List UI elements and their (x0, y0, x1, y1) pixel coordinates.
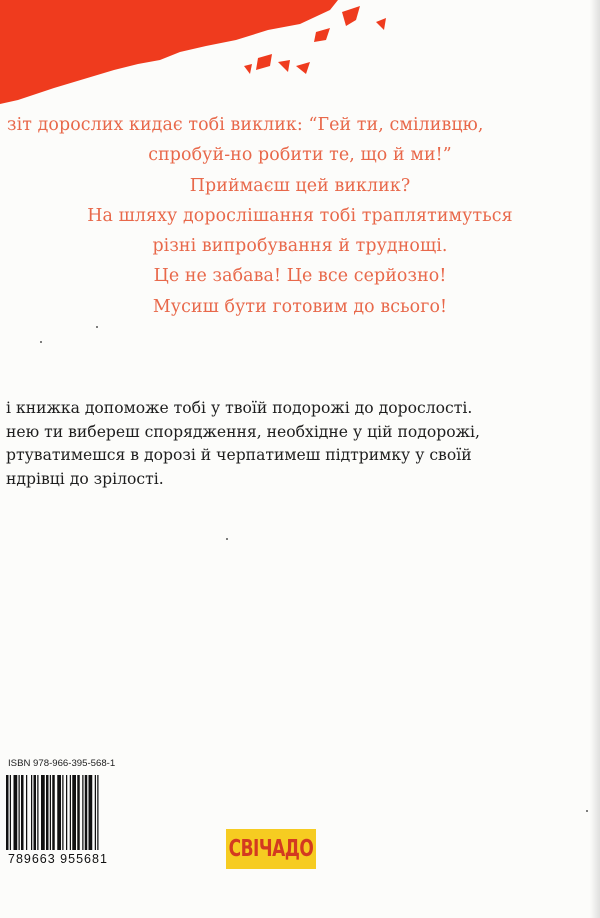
description-line: ртуватимешся в дорозі й черпатимеш підтримку у своїй (6, 446, 472, 464)
barcode-number: 789663 955681 (8, 852, 108, 866)
red-paint-splash (0, 0, 600, 120)
intro-line: зіт дорослих кидає тобі виклик: “Гей ти, сміливцю, (7, 115, 484, 135)
isbn-label: ISBN 978-966-395-568-1 (8, 758, 116, 769)
barcode-bar (34, 775, 37, 850)
barcode (6, 775, 122, 850)
description-text (0, 397, 600, 491)
barcode-bar (97, 775, 98, 850)
barcode-bar (62, 775, 63, 850)
barcode-bar (77, 775, 80, 850)
barcode-bar (95, 775, 96, 850)
barcode-bar (26, 775, 27, 850)
intro-line: Це не забава! Це все серйозно! (153, 266, 447, 287)
publisher-logo (226, 829, 316, 869)
barcode-bar (6, 775, 9, 850)
barcode-bar (85, 775, 88, 850)
barcode-bar (66, 775, 67, 850)
barcode-bar (21, 775, 24, 850)
barcode-bar (89, 775, 93, 850)
intro-text (0, 110, 600, 322)
barcode-bar (31, 775, 32, 850)
barcode-bar (37, 775, 38, 850)
barcode-bar (50, 775, 51, 850)
barcode-bar (72, 775, 76, 850)
publisher-logo-text: СВІЧАДО (228, 835, 314, 863)
barcode-bar (41, 775, 45, 850)
barcode-bar (52, 775, 55, 850)
speck (586, 810, 588, 812)
description-line: нею ти вибереш спорядження, необхідне у цій подорожі, (6, 422, 480, 441)
intro-line: Мусиш бути готовим до всього! (152, 296, 448, 317)
speck (226, 538, 228, 540)
intro-line: різні випробування й труднощі. (152, 236, 448, 257)
barcode-bar (19, 775, 20, 850)
barcode-bar (10, 775, 11, 850)
description-line: і книжка допоможе тобі у твоїй подорожі до дорослості. (6, 399, 473, 417)
description-line: ндрівці до зрілості. (6, 469, 164, 488)
intro-line: Приймаєш цей виклик? (189, 175, 411, 196)
intro-line: спробуй-но робити те, що й ми!” (148, 145, 452, 166)
barcode-bar (46, 775, 49, 850)
barcode-bar (57, 775, 61, 850)
barcode-bar (82, 775, 83, 850)
barcode-bar (70, 775, 71, 850)
speck (40, 341, 42, 343)
intro-line: На шляху дорослішання тобі траплятимуться (87, 205, 513, 226)
barcode-bar (14, 775, 18, 850)
speck (96, 326, 98, 328)
